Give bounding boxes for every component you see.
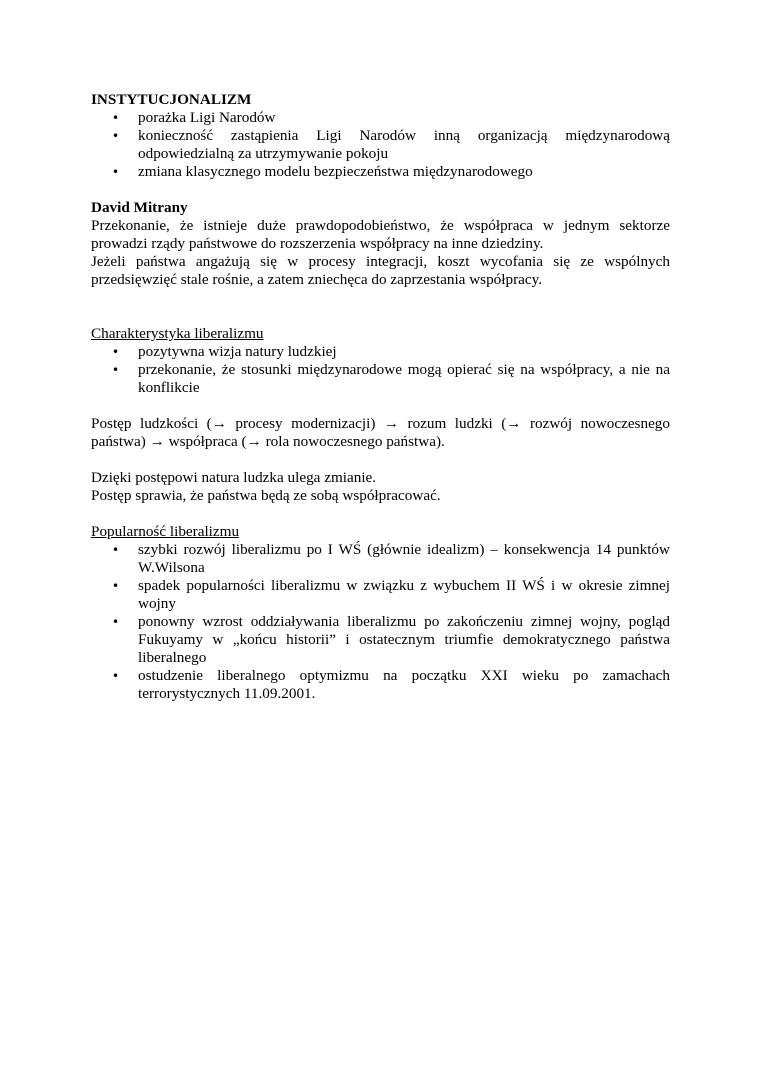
paragraph-mitrany-2: Jeżeli państwa angażują się w procesy integracji, koszt wycofania się ze wspólnych przedsięwzięć stale rośnie, a zatem zniechęca do zaprzestania współpracy. — [91, 253, 670, 288]
list-item — [91, 343, 670, 361]
section-title-institutionalism: INSTYTUCJONALIZM — [91, 91, 252, 108]
list-item-text: szybki rozwój liberalizmu po I WŚ (głównie idealizm) – konsekwencja 14 punktów W.Wilsona — [138, 541, 670, 576]
list-item — [91, 127, 670, 163]
bullet-icon: • — [112, 615, 120, 629]
spacer — [91, 505, 670, 523]
list-item-text: porażka Ligi Narodów — [138, 109, 276, 126]
bullet-list-characteristics — [91, 343, 670, 397]
section-title-characteristics: Charakterystyka liberalizmu — [91, 325, 264, 342]
bullet-icon: • — [112, 165, 120, 179]
bullet-icon: • — [112, 363, 120, 377]
list-item — [91, 163, 670, 181]
list-item-text: konieczność zastąpienia Ligi Narodów inną organizacją międzynarodową odpowiedzialną za utrzymywanie pokoju — [138, 127, 670, 162]
section-title-mitrany: David Mitrany — [91, 199, 188, 216]
list-item — [91, 109, 670, 127]
list-item-text: pozytywna wizja natury ludzkiej — [138, 343, 337, 360]
paragraph-human-nature-2: Postęp sprawia, że państwa będą ze sobą współpracować. — [91, 487, 441, 504]
document-page — [91, 91, 670, 703]
spacer — [91, 289, 670, 325]
list-item-text: ponowny wzrost oddziaływania liberalizmu po zakończeniu zimnej wojny, pogląd Fukuyamy w „końcu historii” i ostatecznym triumfie demokratycznego państwa liberalnego — [138, 613, 670, 666]
bullet-icon: • — [112, 579, 120, 593]
spacer — [91, 181, 670, 199]
bullet-list-popularity — [91, 541, 670, 703]
list-item — [91, 667, 670, 703]
bullet-list-institutionalism — [91, 109, 670, 181]
list-item — [91, 613, 670, 667]
bullet-icon: • — [112, 669, 120, 683]
spacer — [91, 397, 670, 415]
bullet-icon: • — [112, 345, 120, 359]
list-item — [91, 361, 670, 397]
list-item — [91, 577, 670, 613]
spacer — [91, 451, 670, 469]
paragraph-human-nature-1: Dzięki postępowi natura ludzka ulega zmianie. — [91, 469, 377, 486]
bullet-icon: • — [112, 111, 120, 125]
list-item-text: spadek popularności liberalizmu w związku z wybuchem II WŚ i w okresie zimnej wojny — [138, 577, 670, 612]
section-title-popularity: Popularność liberalizmu — [91, 523, 240, 540]
list-item-text: ostudzenie liberalnego optymizmu na początku XXI wieku po zamachach terrorystycznych 11.09.2001. — [138, 667, 670, 702]
list-item — [91, 541, 670, 577]
list-item-text: przekonanie, że stosunki międzynarodowe mogą opierać się na współpracy, a nie na konflikcie — [138, 361, 670, 396]
bullet-icon: • — [112, 543, 120, 557]
paragraph-mitrany-1: Przekonanie, że istnieje duże prawdopodobieństwo, że współpraca w jednym sektorze prowadzi rządy państwowe do rozszerzenia współpracy na inne dziedziny. — [91, 217, 670, 252]
paragraph-progress: Postęp ludzkości (→ procesy modernizacji) → rozum ludzki (→ rozwój nowoczesnego państwa) → współpraca (→ rola nowoczesnego państwa). — [91, 415, 670, 450]
bullet-icon: • — [112, 129, 120, 143]
list-item-text: zmiana klasycznego modelu bezpieczeństwa międzynarodowego — [138, 163, 533, 180]
